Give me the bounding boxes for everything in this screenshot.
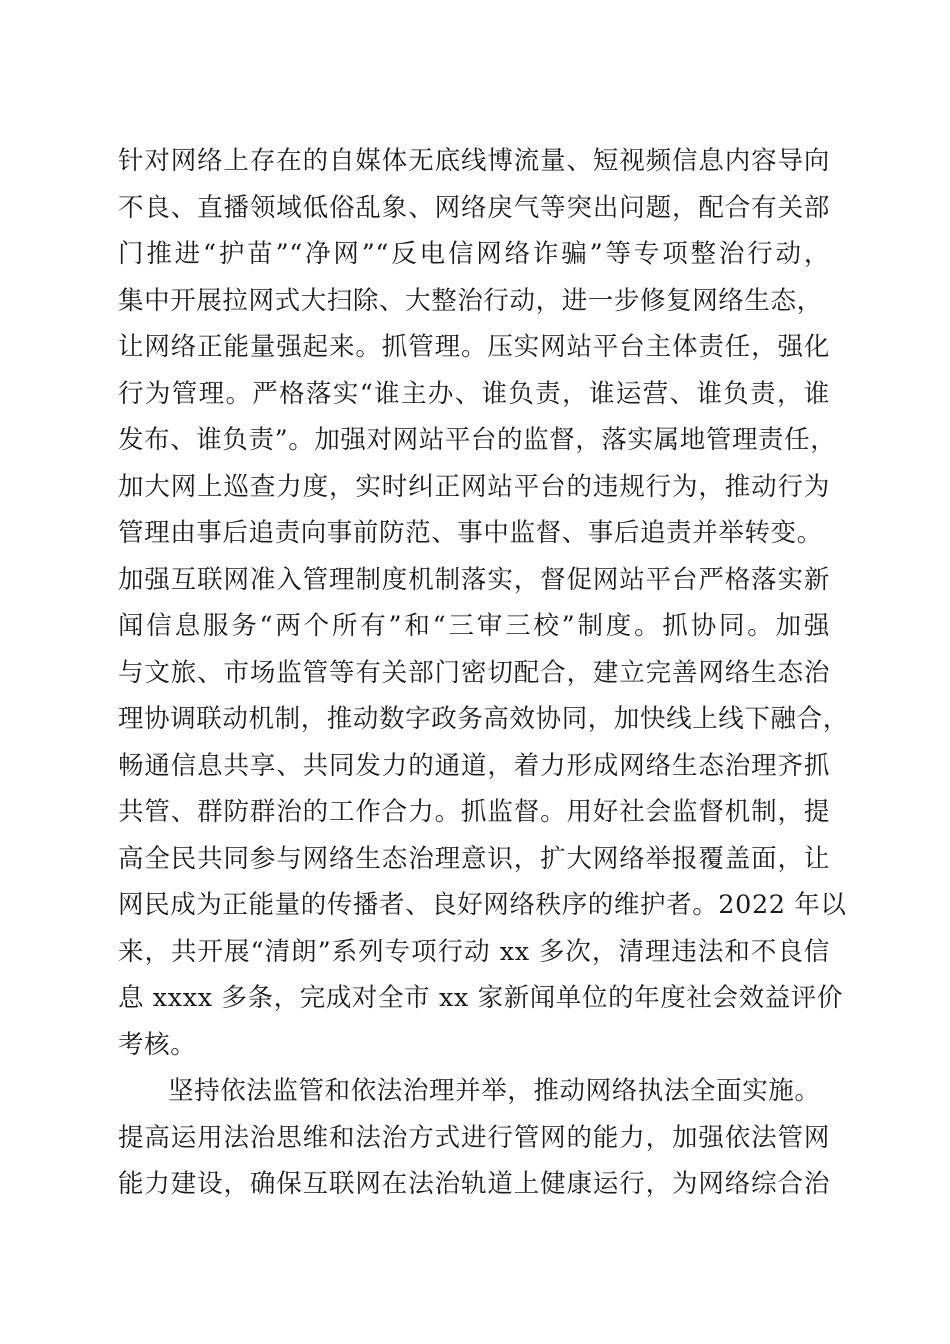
text-line: 理协调联动机制，推动数字政务高效协同，加快线上线下融合， [118,704,849,734]
text-line: 网民成为正能量的传播者、良好网络秩序的维护者。2022 年以 [118,890,847,920]
text-line: 门推进“护苗”“净网”“反电信网络诈骗”等专项整治行动， [118,239,830,269]
text-line: 高全民共同参与网络生态治理意识，扩大网络举报覆盖面，让 [118,843,830,874]
text-line: 与文旅、市场监管等有关部门密切配合，建立完善网络生态治 [118,657,830,688]
text-line: 不良、直播领域低俗乱象、网络戾气等突出问题，配合有关部 [118,192,830,223]
text-line: 集中开展拉网式大扫除、大整治行动，进一步修复网络生态， [118,285,823,316]
text-line: 闻信息服务“两个所有”和“三审三校”制度。抓协同。加强 [118,611,830,641]
text-line: 息 xxxx 多条，完成对全市 xx 家新闻单位的年度社会效益评价 [118,983,844,1013]
text-line: 行为管理。严格落实“谁主办、谁负责，谁运营、谁负责，谁 [118,378,830,409]
text-line: 考核。 [118,1029,197,1060]
text-line: 来，共开展“清朗”系列专项行动 xx 多次，清理违法和不良信 [118,936,830,967]
text-line: 针对网络上存在的自媒体无底线博流量、短视频信息内容导向 [118,146,830,176]
text-line: 加大网上巡查力度，实时纠正网站平台的违规行为，推动行为 [118,471,830,502]
text-line: 管理由事后追责向事前防范、事中监督、事后追责并举转变。 [118,518,823,548]
text-line: 共管、群防群治的工作合力。抓监督。用好社会监督机制，提 [118,797,830,827]
text-line: 畅通信息共享、共同发力的通道，着力形成网络生态治理齐抓 [118,750,830,781]
paragraph-first-line: 坚持依法监管和依法治理并举，推动网络执法全面实施。 [168,1076,821,1106]
text-line: 让网络正能量强起来。抓管理。压实网站平台主体责任，强化 [118,332,830,362]
text-line: 加强互联网准入管理制度机制落实，督促网站平台严格落实新 [118,564,830,595]
text-line: 提高运用法治思维和法治方式进行管网的能力，加强依法管网 [118,1122,830,1153]
text-line: 能力建设，确保互联网在法治轨道上健康运行，为网络综合治 [118,1169,830,1199]
text-line: 发布、谁负责”。加强对网站平台的监督，落实属地管理责任， [118,425,837,455]
document-body [118,138,849,1208]
